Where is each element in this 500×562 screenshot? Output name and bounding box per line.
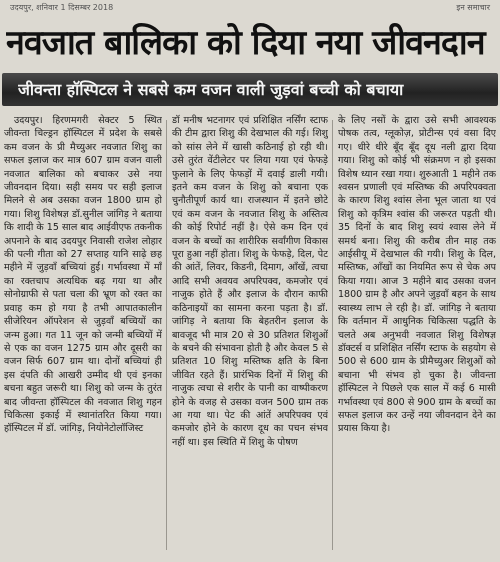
article-column-2 [172, 114, 328, 554]
column-1-text: उदयपुर। हिरणमगरी सेक्टर 5 स्थित जीवन्ता चिल्ड्रन हॉस्पिटल में प्रदेश के सबसे कम वजन के प्री मैच्युअर नवजात शिशु का सफल इलाज कर मात्र 607 ग्राम वजन वाली नवजात बालिका को बचाकर उसे नया जीवनदान दिया। सही समय पर सही इलाज मिलने से अब उसका वजन 1800 ग्राम हो गया। शिशु विशेषज्ञ डॉ.सुनील जांगिड़ ने बताया कि शादी के 15 साल बाद आईवीएफ तकनीक अपनाने के बाद उदयपुर निवासी राजेश लोहार की पत्नी गीता को 27 सप्ताह यानि साढ़े छह महीने में जुड़वाँ बच्चियां हुई। गर्भावस्था में माँ का रक्तचाप अत्यधिक बढ़ गया था और सोनोग्राफी से पता चला की भ्रूण को रक्त का प्रवाह कम हो गया है तभी आपातकालीन सीजेरियन ऑपरेशन से जुड़वाँ बच्चियों का जन्म हुआ। गत 11 जून को जन्मी बच्चियों में से एक का वजन 1275 ग्राम और दूसरी का वजन सिर्फ 607 ग्राम था। दोनों बच्चियां ही इस दंपति की आखरी उम्मीद थी एवं इनका बचना बहुत जरूरी था। शिशु को जन्म के तुरंत बाद जीवन्ता हॉस्पिटल की नवजात शिशु गहन चिकित्सा इकाई में स्थानांतरित किया गया। हॉस्पिटल में डॉ. जांगिड़, नियोनेटोलॉजिस्ट [4, 115, 162, 435]
column-2-text: डॉ मनीष भटनागर एवं प्रशिक्षित नर्सिंग स्टाफ की टीम द्वारा शिशु की देखभाल की गई। शिशु को सांस लेने में खासी कठिनाई हो रही थी। उसे तुरंत वेंटीलेटर पर लिया गया एवं फेफड़े फुलाने के लिए फेफड़ों में दवाई डाली गयी। इतने कम वजन के शिशु को बचाना एक चुनौतीपूर्ण कार्य था। राजस्थान में इतने छोटे एवं कम वजन के नवजात शिशु के अस्तित्व की कोई रिपोर्ट नहीं है। ऐसे कम दिन एवं वजन के बच्चों का शारीरिक सर्वांगीण विकास पूरा हुआ नहीं होता। शिशु के फेफड़े, दिल, पेट की आंतें, लिवर, किडनी, दिमाग, आँखें, त्वचा आदि सभी अवयव अपरिपक्व, कमजोर एवं नाजुक होते हैं और इलाज के दौरान काफी कठिनाइयों का सामना करना पड़ता है। डॉ. जांगिड़ ने बताया कि बेहतरीन इलाज के बावजूद भी मात्र 20 से 30 प्रतिशत शिशुओं के बचने की संभावना होती है और केवल 5 से प्रतिशत 10 शिशु मस्तिष्क क्षति के बिना जीवित रहते हैं। प्रारंभिक दिनों में शिशु की नाजुक त्वचा से शरीर के पानी का वाष्पीकरण होने के वजह से उसका वजन 500 ग्राम तक आ गया था। पेट की आंतें अपरिपक्व एवं कमजोर होने के कारण दूध का पचन संभव नहीं था। इस स्थिति में शिशु के पोषण [172, 115, 328, 448]
column-3-text: के लिए नसों के द्वारा उसे सभी आवश्यक पोषक तत्व, ग्लूकोज़, प्रोटीन्स एवं वसा दिए गए। धीरे धीरे बूँद बूँद दूध नली द्वारा दिया गया। शिशु को कोई भी संक्रमण न हो इसका विशेष ध्यान रखा गया। शुरुआती 1 महीने तक श्वसन प्रणाली एवं मस्तिष्क की अपरिपक्वता के कारण शिशु श्वांस लेना भूल जाता था एवं शिशु को कृत्रिम श्वांस की जरूरत पड़ती थी। 35 दिनों के बाद शिशु स्वयं श्वास लेने में समर्थ बना। शिशु की करीब तीन माह तक आईसीयू में देखभाल की गयी। शिशु के दिल, मस्तिष्क, आँखों का नियमित रूप से चेक अप किया गया। आज 3 महीने बाद उसका वजन 1800 ग्राम है और अपने जुड़वाँ बहन के साथ स्वास्थ्य लाभ ले रही है। डॉ. जांगिड़ ने बताया कि वर्तमान में आधुनिक चिकित्सा पद्धति के चलते अब अनुभवी नवजात शिशु विशेषज्ञ डॉक्टर्स व प्रशिक्षित नर्सिंग स्टाफ के सहयोग से 500 से 600 ग्राम के प्रीमैच्युअर शिशुओं को बचाना भी संभव हो चुका है। जीवन्ता हॉस्पिटल ने पिछले एक साल में कई 6 मासी गर्भावस्था एवं 800 से 900 ग्राम के बच्चों का सफल इलाज कर उन्हें नया जीवनदान देने का प्रयास किया है। [338, 115, 496, 435]
subheadline-bar [2, 73, 498, 106]
article-subheadline: जीवन्ता हॉस्पिटल ने सबसे कम वजन वाली जुड़वां बच्ची को बचाया [18, 80, 404, 99]
article-column-1 [4, 114, 162, 554]
article-column-3 [338, 114, 496, 554]
article-headline: नवजात बालिका को दिया नया जीवनदान [6, 23, 485, 63]
header-date: उदयपुर, शनिवार 1 दिसम्बर 2018 [10, 3, 114, 12]
article-body [4, 114, 496, 554]
header-section: इन समाचार [456, 3, 490, 12]
